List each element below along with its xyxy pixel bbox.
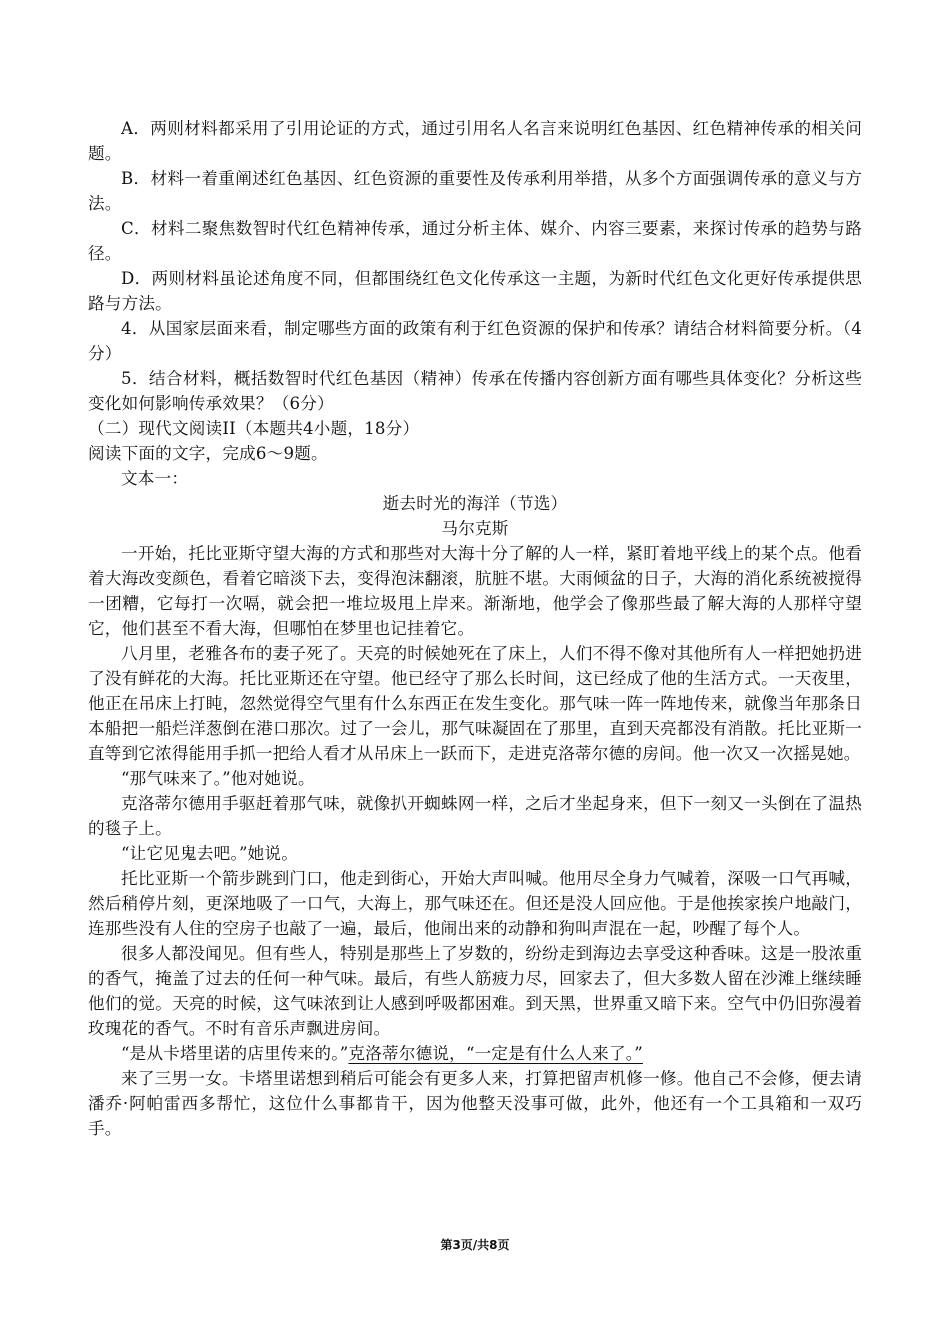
question-4: 4．从国家层面来看，制定哪些方面的政策有利于红色资源的保护和传承？请结合材料简要分析。（4分） [88, 319, 862, 363]
text-label: 文本一： [121, 469, 189, 488]
question-5: 5．结合材料，概括数智时代红色基因（精神）传承在传播内容创新方面有哪些具体变化？分析这些变化如何影响传承效果？（6分） [88, 369, 862, 413]
passage-paragraph-8 [88, 1041, 862, 1066]
section-heading: （二）现代文阅读II（本题共4小题，18分） [88, 419, 420, 438]
document-page [88, 116, 862, 1141]
passage-paragraph-9: 来了三男一女。卡塔里诺想到稍后可能会有更多人来，打算把留声机修一修。他自己不会修，便去请潘乔·阿帕雷西多帮忙，这位什么事都肯干，因为他整天没事可做，此外，他还有一个工具箱和一双巧手。 [88, 1069, 862, 1138]
quote-underlined: 克洛蒂尔德说，“一定是有什么人来了。” [348, 1044, 643, 1063]
option-c: C．材料二聚焦数智时代红色精神传承，通过分析主体、媒介、内容三要素，来探讨传承的趋势与路径。 [88, 219, 862, 263]
passage-paragraph-6: 托比亚斯一个箭步跳到门口，他走到街心，开始大声叫喊。他用尽全身力气喊着，深吸一口气再喊，然后稍停片刻，更深地吸了一口气，大海上，那气味还在。但还是没人回应他。于是他挨家挨户地敲门，连那些没有人住的空房子也敲了一遍，最后，他闹出来的动静和狗叫声混在一起，吵醒了每个人。 [88, 869, 862, 938]
option-a: A．两则材料都采用了引用论证的方式，通过引用名人名言来说明红色基因、红色精神传承的相关问题。 [88, 119, 862, 163]
passage-paragraph-7: 很多人都没闻见。但有些人，特别是那些上了岁数的，纷纷走到海边去享受这种香味。这是一股浓重的香气，掩盖了过去的任何一种气味。最后，有些人筋疲力尽，回家去了，但大多数人留在沙滩上继续睡他们的觉。天亮的时候，这气味浓到让人感到呼吸都困难。到天黑，世界重又暗下来。空气中仍旧弥漫着玫瑰花的香气。不时有音乐声飘进房间。 [88, 944, 862, 1038]
passage-paragraph-5: “让它见鬼去吧。”她说。 [121, 844, 299, 863]
page-number: 第3页/共8页 [440, 1238, 510, 1252]
passage-paragraph-3: “那气味来了。”他对她说。 [121, 769, 315, 788]
passage-author: 马尔克斯 [441, 519, 509, 538]
option-b: B．材料一着重阐述红色基因、红色资源的重要性及传承利用举措，从多个方面强调传承的意义与方法。 [88, 169, 862, 213]
passage-paragraph-4: 克洛蒂尔德用手驱赶着那气味，就像扒开蜘蛛网一样，之后才坐起身来，但下一刻又一头倒在了温热的毯子上。 [88, 794, 862, 838]
quote-plain: “是从卡塔里诺的店里传来的。” [121, 1044, 349, 1063]
passage-paragraph-2: 八月里，老雅各布的妻子死了。天亮的时候她死在了床上，人们不得不像对其他所有人一样把她扔进了没有鲜花的大海。托比亚斯还在守望。他已经守了那么长时间，这已经成了他的生活方式。一天夜里，他正在吊床上打盹，忽然觉得空气里有什么东西正在发生变化。那气味一阵一阵地传来，就像当年那条日本船把一船烂洋葱倒在港口那次。过了一会儿，那气味凝固在了那里，直到天亮都没有消散。托比亚斯一直等到它浓得能用手抓一把给人看才从吊床上一跃而下，走进克洛蒂尔德的房间。他一次又一次摇晃她。 [88, 644, 862, 763]
passage-paragraph-1: 一开始，托比亚斯守望大海的方式和那些对大海十分了解的人一样，紧盯着地平线上的某个点。他看着大海改变颜色，看着它暗淡下去，变得泡沫翻滚，肮脏不堪。大雨倾盆的日子，大海的消化系统被搅得一团糟，它每打一次嗝，就会把一堆垃圾甩上岸来。渐渐地，他学会了像那些最了解大海的人那样守望它，他们甚至不看大海，但哪怕在梦里也记挂着它。 [88, 544, 862, 638]
section-instruction: 阅读下面的文字，完成6～9题。 [88, 444, 328, 463]
option-d: D．两则材料虽论述角度不同，但都围绕红色文化传承这一主题，为新时代红色文化更好传承提供思路与方法。 [88, 269, 862, 313]
passage-title: 逝去时光的海洋（节选） [382, 494, 568, 513]
